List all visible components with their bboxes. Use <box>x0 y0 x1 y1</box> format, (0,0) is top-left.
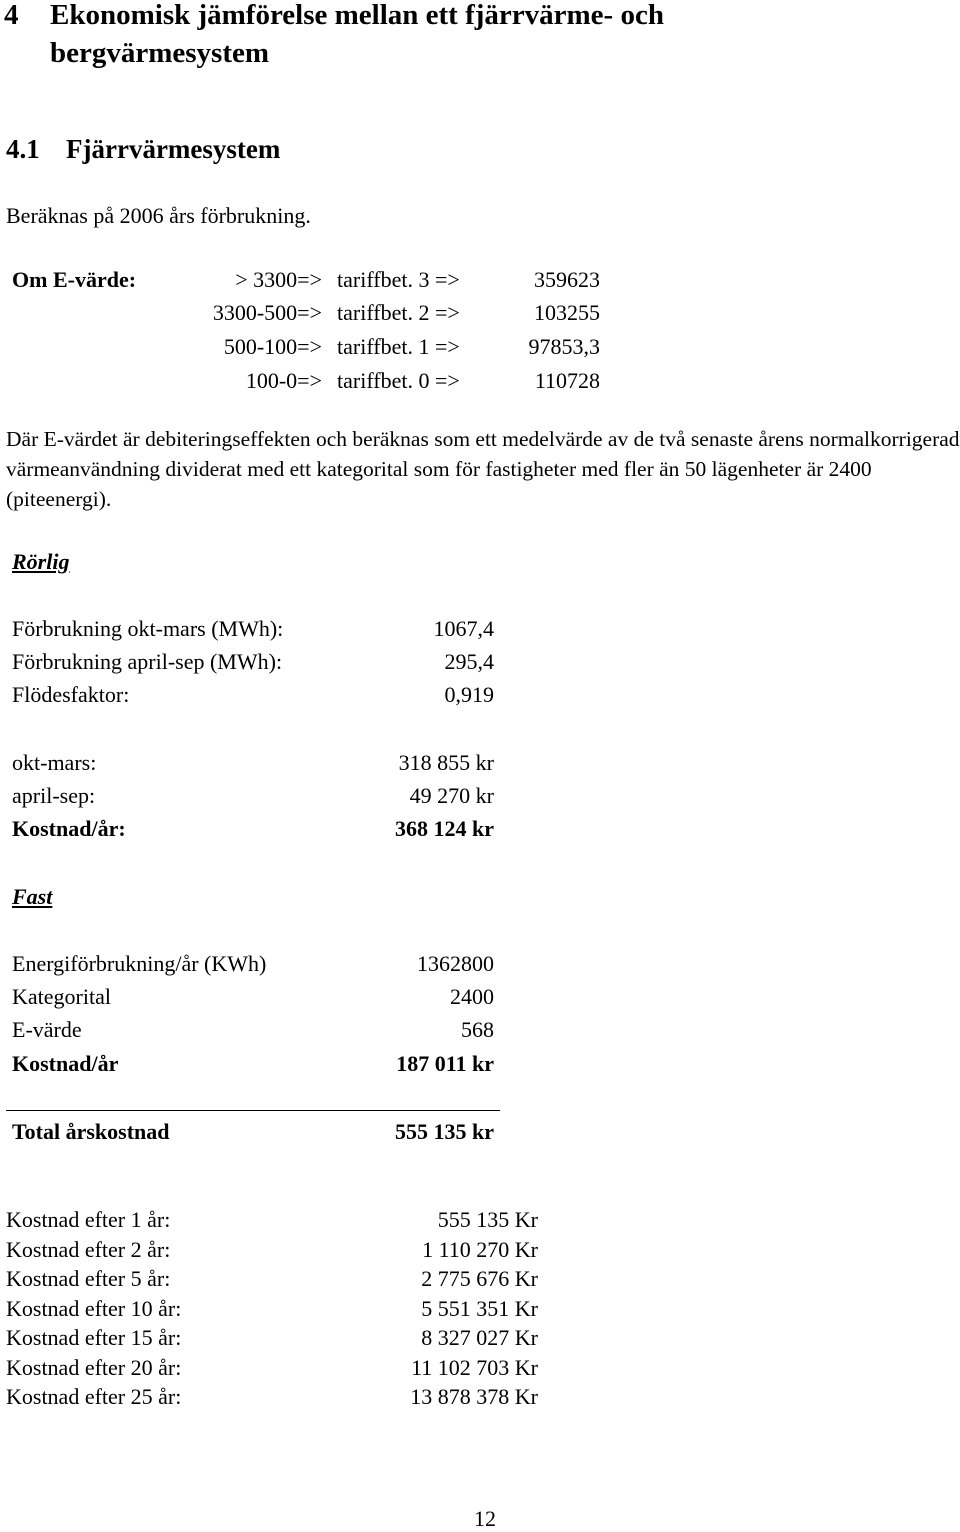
rorlig-input-row <box>12 682 494 712</box>
cumulative-cost-row <box>6 1237 538 1267</box>
cumulative-cost-row <box>6 1355 538 1385</box>
explanation-paragraph: Där E-värdet är debiteringseffekten och beräknas som ett medelvärde av de två senaste årens normalkorrigerad värmeanvändning dividerat med ett kategorital som för fastigheter med fler än 50 lägenheter är 2400 (piteenergi). <box>6 427 960 511</box>
grand-total-row <box>12 1119 494 1149</box>
row-value: 568 <box>461 1017 494 1042</box>
row-value: 1 110 270 Kr <box>422 1237 538 1262</box>
cumulative-cost-row <box>6 1266 538 1296</box>
tariff-row <box>0 368 960 400</box>
row-label: Total årskostnad <box>12 1119 170 1144</box>
row-value: 187 011 kr <box>396 1051 494 1076</box>
row-value: 8 327 027 Kr <box>421 1325 538 1350</box>
row-label: Kostnad efter 2 år: <box>6 1237 171 1262</box>
row-value: 295,4 <box>444 649 494 674</box>
tariff-label: Om E-värde: <box>12 267 137 292</box>
row-label: okt-mars: <box>12 750 97 775</box>
cumulative-cost-row <box>6 1296 538 1326</box>
row-label: Kostnad/år: <box>12 816 126 841</box>
row-label: Kostnad efter 25 år: <box>6 1384 182 1409</box>
row-value: 0,919 <box>444 682 494 707</box>
row-value: 555 135 Kr <box>437 1207 538 1232</box>
row-label: Kostnad efter 1 år: <box>6 1207 171 1232</box>
fast-total-row <box>12 1051 494 1081</box>
fast-heading: Fast <box>12 884 53 909</box>
rorlig-heading: Rörlig <box>12 549 70 574</box>
cumulative-cost-row <box>6 1207 538 1237</box>
tariff-class: tariffbet. 2 => <box>337 300 460 325</box>
row-value: 2 775 676 Kr <box>421 1266 538 1291</box>
tariff-range: > 3300=> <box>235 267 322 292</box>
row-value: 1362800 <box>417 951 494 976</box>
fast-row <box>12 951 494 981</box>
tariff-class: tariffbet. 1 => <box>337 334 460 359</box>
row-value: 49 270 kr <box>409 783 494 808</box>
row-value: 2400 <box>450 984 494 1009</box>
row-value: 1067,4 <box>433 616 494 641</box>
chapter-title-line1: Ekonomisk jämförelse mellan ett fjärrvärme- och <box>50 0 664 31</box>
fast-row <box>12 984 494 1014</box>
tariff-value: 359623 <box>534 267 600 292</box>
row-value: 555 135 kr <box>395 1119 494 1144</box>
row-label: Kategorital <box>12 984 111 1009</box>
row-label: Kostnad efter 20 år: <box>6 1355 182 1380</box>
tariff-value: 103255 <box>534 300 600 325</box>
row-label: Energiförbrukning/år (KWh) <box>12 951 267 976</box>
row-label: E-värde <box>12 1017 82 1042</box>
basis-text: Beräknas på 2006 års förbrukning. <box>6 203 311 228</box>
row-label: Flödesfaktor: <box>12 682 130 707</box>
cumulative-cost-row <box>6 1384 538 1414</box>
tariff-range: 500-100=> <box>223 334 322 359</box>
row-label: Kostnad/år <box>12 1051 119 1076</box>
row-label: Kostnad efter 10 år: <box>6 1296 182 1321</box>
row-value: 368 124 kr <box>395 816 494 841</box>
tariff-row <box>0 300 960 332</box>
tariff-value: 110728 <box>534 368 600 393</box>
page-number: 12 <box>474 1506 496 1531</box>
tariff-row <box>0 267 960 299</box>
row-value: 11 102 703 Kr <box>411 1355 538 1380</box>
tariff-class: tariffbet. 0 => <box>337 368 460 393</box>
section-title: Fjärrvärmesystem <box>66 134 281 164</box>
rorlig-cost-row <box>12 783 494 813</box>
tariff-value: 97853,3 <box>528 334 600 359</box>
fast-row <box>12 1017 494 1047</box>
rorlig-input-row <box>12 616 494 646</box>
cumulative-cost-row <box>6 1325 538 1355</box>
row-label: Kostnad efter 15 år: <box>6 1325 182 1350</box>
row-label: Förbrukning april-sep (MWh): <box>12 649 283 674</box>
tariff-row <box>0 334 960 366</box>
chapter-number: 4 <box>4 0 19 31</box>
row-value: 13 878 378 Kr <box>410 1384 538 1409</box>
row-value: 318 855 kr <box>398 750 494 775</box>
sum-divider <box>6 1110 500 1111</box>
tariff-range: 3300-500=> <box>212 300 322 325</box>
chapter-title-line2: bergvärmesystem <box>50 37 270 69</box>
row-label: Kostnad efter 5 år: <box>6 1266 171 1291</box>
row-value: 5 551 351 Kr <box>421 1296 538 1321</box>
rorlig-total-row <box>12 816 494 846</box>
section-number: 4.1 <box>6 134 40 164</box>
rorlig-input-row <box>12 649 494 679</box>
rorlig-cost-row <box>12 750 494 780</box>
tariff-range: 100-0=> <box>245 368 322 393</box>
row-label: april-sep: <box>12 783 96 808</box>
row-label: Förbrukning okt-mars (MWh): <box>12 616 284 641</box>
tariff-class: tariffbet. 3 => <box>337 267 460 292</box>
